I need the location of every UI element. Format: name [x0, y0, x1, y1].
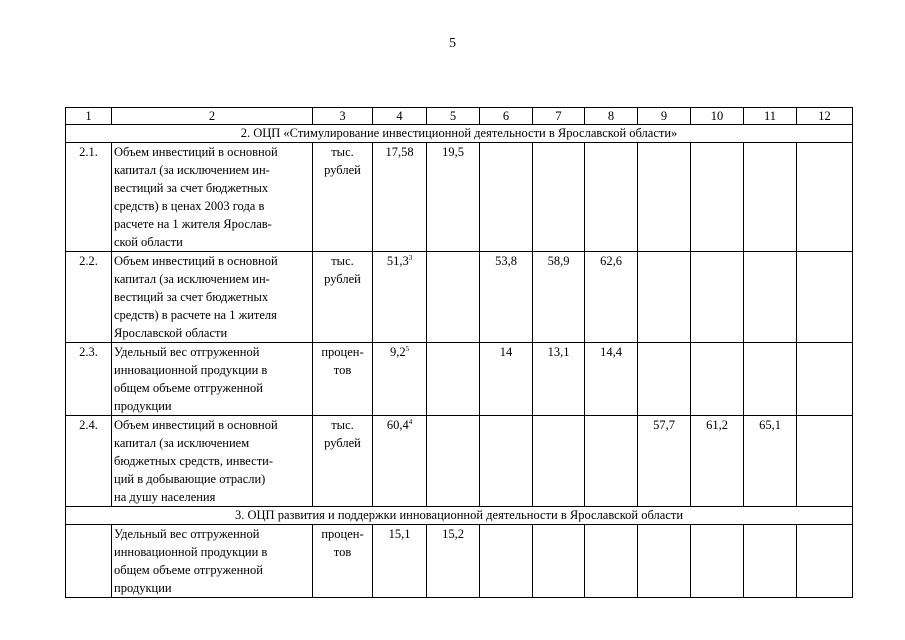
indicator-line: общем объеме отгруженной — [114, 563, 263, 577]
value-cell — [744, 525, 797, 598]
column-header: 8 — [585, 108, 638, 125]
indicator-line: инновационной продукции в — [114, 545, 268, 559]
column-header: 12 — [797, 108, 853, 125]
value-cell — [585, 143, 638, 252]
indicator-name — [112, 143, 313, 252]
value-cell — [744, 143, 797, 252]
value-cell — [533, 252, 585, 343]
indicator-name — [112, 252, 313, 343]
table-row — [66, 252, 853, 343]
indicator-line: вестиций за счет бюджетных — [114, 290, 269, 304]
column-header: 1 — [66, 108, 112, 125]
indicator-line: продукции — [114, 581, 172, 595]
value-cell — [797, 252, 853, 343]
indicator-line: Объем инвестиций в основной — [114, 254, 278, 268]
footnote-mark: 5 — [405, 345, 410, 353]
header-row — [66, 108, 853, 125]
column-header: 4 — [373, 108, 427, 125]
row-number: 2.2. — [66, 252, 112, 343]
indicator-line: капитал (за исключением ин- — [114, 163, 270, 177]
value-cell — [373, 252, 427, 343]
indicator-line: Объем инвестиций в основной — [114, 145, 278, 159]
value: 65,1 — [759, 418, 781, 432]
indicator-line: ций в добывающие отрасли) — [114, 472, 266, 486]
value-cell — [373, 416, 427, 507]
indicator-line: средств) в ценах 2003 года в — [114, 199, 265, 213]
indicator-line: средств) в расчете на 1 жителя — [114, 308, 277, 322]
section-row — [66, 507, 853, 525]
value-cell — [638, 252, 691, 343]
indicator-line: Ярославской области — [114, 326, 228, 340]
value-cell — [480, 525, 533, 598]
row-number — [66, 525, 112, 598]
value-cell — [427, 252, 480, 343]
unit — [313, 143, 373, 252]
unit-line: тыс. — [331, 254, 354, 268]
value-cell — [585, 343, 638, 416]
footnote-mark: 3 — [408, 254, 413, 262]
value: 60,4 — [386, 418, 409, 432]
value: 14,4 — [600, 345, 622, 359]
unit — [313, 416, 373, 507]
unit-line: рублей — [324, 272, 361, 286]
indicator-line: бюджетных средств, инвести- — [114, 454, 274, 468]
value-cell — [638, 143, 691, 252]
value-cell — [427, 143, 480, 252]
indicator-line: Удельный вес отгруженной — [114, 345, 260, 359]
value-cell — [373, 343, 427, 416]
unit-line: тов — [333, 363, 352, 377]
value: 17,58 — [385, 145, 414, 159]
indicator-line: продукции — [114, 399, 172, 413]
value: 13,1 — [547, 345, 570, 359]
table-row — [66, 143, 853, 252]
value-cell — [638, 343, 691, 416]
page-number: 5 — [449, 36, 456, 51]
column-header: 10 — [691, 108, 744, 125]
footnote-mark: 4 — [408, 418, 413, 426]
indicator-line: капитал (за исключением — [114, 436, 250, 450]
value-cell — [638, 525, 691, 598]
value-cell — [585, 416, 638, 507]
table-row — [66, 416, 853, 507]
value-cell — [585, 252, 638, 343]
value-cell — [480, 252, 533, 343]
section-title: 3. ОЦП развития и поддержки инновационной деятельности в Ярославской области — [66, 507, 853, 525]
indicator-line: расчете на 1 жителя Ярослав- — [114, 217, 272, 231]
value-cell — [744, 343, 797, 416]
value-cell — [797, 525, 853, 598]
indicators-table — [65, 107, 853, 598]
column-header: 2 — [112, 108, 313, 125]
value-cell — [797, 416, 853, 507]
section-row — [66, 125, 853, 143]
table-row — [66, 525, 853, 598]
unit — [313, 343, 373, 416]
column-header: 6 — [480, 108, 533, 125]
value: 19,5 — [442, 145, 464, 159]
value-cell — [691, 343, 744, 416]
section-title: 2. ОЦП «Стимулирование инвестиционной деятельности в Ярославской области» — [66, 125, 853, 143]
value-cell — [427, 343, 480, 416]
unit-line: рублей — [324, 436, 361, 450]
value-cell — [373, 525, 427, 598]
unit-line: процен- — [321, 345, 364, 359]
unit-line: тыс. — [331, 418, 354, 432]
column-header: 7 — [533, 108, 585, 125]
value: 15,2 — [442, 527, 464, 541]
value: 15,1 — [388, 527, 411, 541]
value-cell — [691, 416, 744, 507]
value-cell — [480, 343, 533, 416]
unit-line: тыс. — [331, 145, 354, 159]
value-cell — [691, 143, 744, 252]
table-row — [66, 343, 853, 416]
value-cell — [744, 416, 797, 507]
column-header: 3 — [313, 108, 373, 125]
value: 53,8 — [495, 254, 517, 268]
unit-line: тов — [333, 545, 352, 559]
value-cell — [691, 525, 744, 598]
indicator-line: общем объеме отгруженной — [114, 381, 263, 395]
value: 62,6 — [600, 254, 622, 268]
value: 51,3 — [386, 254, 409, 268]
unit — [313, 525, 373, 598]
indicator-line: капитал (за исключением ин- — [114, 272, 270, 286]
value: 57,7 — [653, 418, 675, 432]
indicator-line: инновационной продукции в — [114, 363, 268, 377]
value-cell — [427, 416, 480, 507]
indicator-name — [112, 343, 313, 416]
row-number: 2.1. — [66, 143, 112, 252]
indicator-line: ской области — [114, 235, 183, 249]
unit — [313, 252, 373, 343]
value: 14 — [499, 345, 513, 359]
row-number: 2.4. — [66, 416, 112, 507]
value-cell — [480, 143, 533, 252]
unit-line: рублей — [324, 163, 361, 177]
value-cell — [427, 525, 480, 598]
value-cell — [638, 416, 691, 507]
value-cell — [585, 525, 638, 598]
indicator-line: Удельный вес отгруженной — [114, 527, 260, 541]
value: 61,2 — [706, 418, 728, 432]
indicator-name — [112, 416, 313, 507]
value-cell — [533, 525, 585, 598]
column-header: 11 — [744, 108, 797, 125]
value-cell — [373, 143, 427, 252]
value-cell — [797, 343, 853, 416]
value: 9,2 — [389, 345, 406, 359]
indicator-line: на душу населения — [114, 490, 216, 504]
value-cell — [691, 252, 744, 343]
value-cell — [533, 416, 585, 507]
unit-line: процен- — [321, 527, 364, 541]
value: 58,9 — [547, 254, 570, 268]
column-header: 9 — [638, 108, 691, 125]
indicator-line: вестиций за счет бюджетных — [114, 181, 269, 195]
value-cell — [533, 343, 585, 416]
column-header: 5 — [427, 108, 480, 125]
value-cell — [744, 252, 797, 343]
value-cell — [480, 416, 533, 507]
row-number: 2.3. — [66, 343, 112, 416]
indicator-name — [112, 525, 313, 598]
value-cell — [797, 143, 853, 252]
value-cell — [533, 143, 585, 252]
indicator-line: Объем инвестиций в основной — [114, 418, 278, 432]
